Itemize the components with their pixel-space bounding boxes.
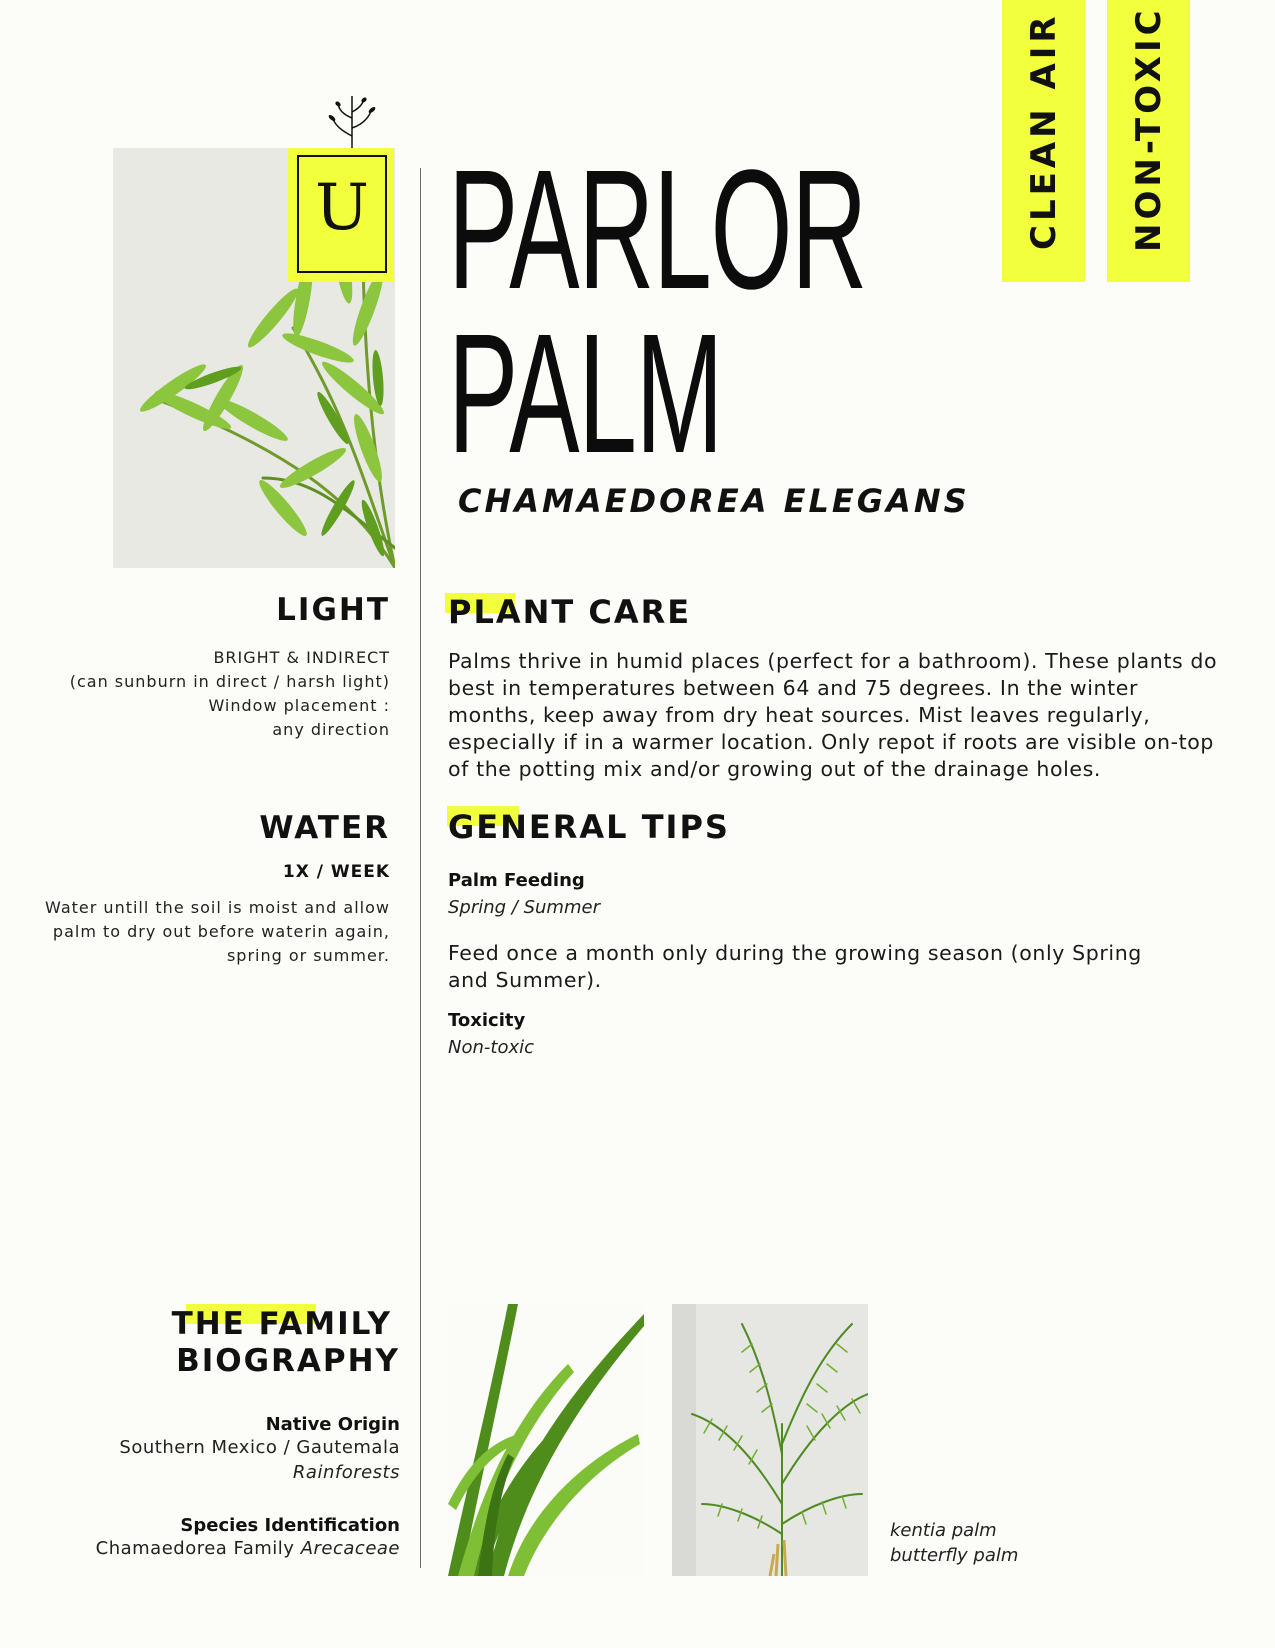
kentia-palm-photo [448,1304,644,1576]
light-heading: LIGHT [276,592,390,628]
title-line-2: PALM [448,299,723,489]
native-origin-value: Southern Mexico / Gautemala [119,1437,400,1458]
clean-air-label: CLEAN AIR [1024,12,1064,250]
light-line-2: (can sunburn in direct / harsh light) [69,672,390,691]
water-frequency: 1X / WEEK [282,862,390,882]
plant-care-text: Palms thrive in humid places (perfect for a bathroom). These plants do best in temperatures between 64 and 75 degrees. In the winter months, keep away from dry heat sources. Mist leaves regularly, especially if in a warmer location. Only repot if roots are visible on-top of the potting mix and/or growing out of the drainage holes. [448,649,1218,781]
title-line-1: PARLOR [448,135,867,325]
species-family-latin: Arecaceae [300,1538,400,1559]
butterfly-palm-photo [672,1304,868,1576]
species-family-name: Chamaedorea Family [95,1538,295,1559]
light-section [40,592,390,742]
family-biography [40,1414,400,1561]
light-line-1: BRIGHT & INDIRECT [213,648,390,667]
caption-butterfly-palm: butterfly palm [890,1545,1019,1566]
toxicity-label: Toxicity [448,1010,526,1031]
light-line-4: any direction [272,720,390,739]
non-toxic-tag: NON-TOXIC [1107,0,1190,282]
caption-kentia-palm: kentia palm [890,1520,997,1541]
logo-letter: U [315,171,369,245]
page-title [448,135,867,489]
general-tips-body [448,870,1188,1058]
species-identification-value [40,1536,400,1561]
photo-captions [890,1518,1090,1568]
family-heading-line-2: BIOGRAPHY [176,1343,400,1379]
palm-feeding-label: Palm Feeding [448,870,585,891]
water-section [40,810,390,968]
light-line-3: Window placement : [208,696,390,715]
clean-air-tag [1002,0,1085,282]
toxicity-value: Non-toxic [448,1037,535,1058]
scientific-name: CHAMAEDOREA ELEGANS [458,482,970,520]
water-heading: WATER [259,810,390,846]
palm-feeding-season: Spring / Summer [448,897,600,918]
family-heading [40,1306,400,1380]
native-origin-habitat: Rainforests [292,1462,400,1483]
native-origin-label: Native Origin [265,1414,400,1435]
family-heading-line-1: THE FAMILY [171,1306,392,1342]
general-tips-heading: GENERAL TIPS [448,808,730,846]
water-line-2: palm to dry out before waterin again, [52,922,390,941]
species-identification-label: Species Identification [180,1515,400,1536]
water-line-3: spring or summer. [226,946,390,965]
water-line-1: Water untill the soil is moist and allow [45,898,390,917]
palm-feeding-text: Feed once a month only during the growing season (only Spring and Summer). [448,941,1142,992]
plant-care-heading: PLANT CARE [448,593,692,631]
column-divider [420,168,421,1568]
